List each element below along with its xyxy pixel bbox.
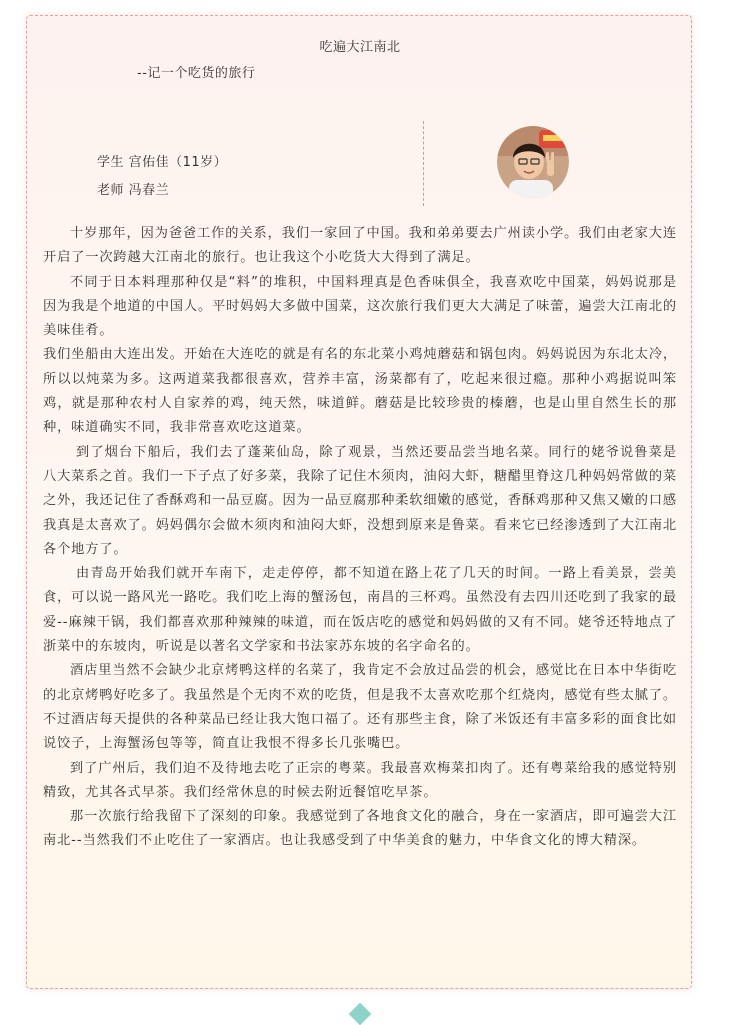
paragraph-1: 十岁那年，因为爸爸工作的关系，我们一家回了中国。我和弟弟要去广州读小学。我们由老家大连开启了一次跨越大江南北的旅行。也让我这个小吃货大大得到了满足。 [43, 226, 677, 266]
article-body [43, 222, 677, 854]
paragraph-4: 到了烟台下船后，我们去了蓬莱仙岛，除了观景，当然还要品尝当地名菜。同行的姥爷说鲁菜是八大菜系之首。我们一下子点了好多菜，我除了记住木须肉，油闷大虾，糖醋里脊这几种妈妈常做的菜之外，我还记住了香酥鸡和一品豆腐。因为一品豆腐那种柔软细嫩的感觉，香酥鸡那种又焦又嫩的口感我真是太喜欢了。妈妈偶尔会做木须肉和油闷大虾，没想到原来是鲁菜。看来它已经渗透到了大江南北各个地方了。 [43, 444, 677, 557]
paragraph-6: 酒店里当然不会缺少北京烤鸭这样的名菜了，我肯定不会放过品尝的机会，感觉比在日本中华街吃的北京烤鸭好吃多了。我虽然是个无肉不欢的吃货，但是我不太喜欢吃那个红烧肉，感觉有些太腻了。不过酒店每天提供的各种菜品已经让我大饱口福了。还有那些主食，除了米饭还有丰富多彩的面食比如说饺子，上海蟹汤包等等，简直让我恨不得多长几张嘴巴。 [43, 663, 677, 752]
student-avatar [497, 126, 569, 198]
teacher-info: 老师 冯春兰 [97, 183, 170, 198]
article-subtitle: --记一个吃货的旅行 [137, 66, 256, 81]
article-title: 吃遍大江南北 [319, 40, 401, 55]
paragraph-2: 不同于日本料理那种仅是“料”的堆积，中国料理真是色香味俱全，我喜欢吃中国菜，妈妈说那是因为我是个地道的中国人。平时妈妈大多做中国菜，这次旅行我们更大大满足了味蕾，遍尝大江南北的美味佳肴。 [43, 274, 677, 339]
paragraph-3: 我们坐船由大连出发。开始在大连吃的就是有名的东北菜小鸡炖蘑菇和锅包肉。妈妈说因为东北太冷，所以以炖菜为多。这两道菜我都很喜欢，营养丰富，汤菜都有了，吃起来很过瘾。那种小鸡据说叫笨鸡，就是那种农村人自家养的鸡，纯天然，味道鲜。蘑菇是比较珍贵的榛蘑，也是山里自然生长的那种，味道确实不同，我非常喜欢吃这道菜。 [43, 347, 677, 436]
article-card [26, 15, 692, 989]
avatar-photo-icon [497, 126, 569, 198]
vertical-divider [423, 121, 424, 206]
paragraph-5: 由青岛开始我们就开车南下，走走停停，都不知道在路上花了几天的时间。一路上看美景，尝美食，可以说一路风光一路吃。我们吃上海的蟹汤包，南昌的三杯鸡。虽然没有去四川还吃到了我家的最爱--麻辣干锅，我们都喜欢那种辣辣的味道，而在饭店吃的感觉和妈妈做的又有不同。姥爷还特地点了浙菜中的东坡肉，听说是以著名文学家和书法家苏东坡的名字命名的。 [43, 566, 677, 655]
paragraph-7: 到了广州后，我们迫不及待地去吃了正宗的粤菜。我最喜欢梅菜扣肉了。还有粤菜给我的感觉特别精致，尤其各式早茶。我们经常休息的时候去附近餐馆吃早茶。 [43, 760, 677, 800]
student-info: 学生 宫佑佳（11岁） [97, 155, 228, 170]
paragraph-8: 那一次旅行给我留下了深刻的印象。我感觉到了各地食文化的融合，身在一家酒店，即可遍尝大江南北--当然我们不止吃住了一家酒店。也让我感受到了中华美食的魅力，中华食文化的博大精深。 [43, 809, 677, 849]
